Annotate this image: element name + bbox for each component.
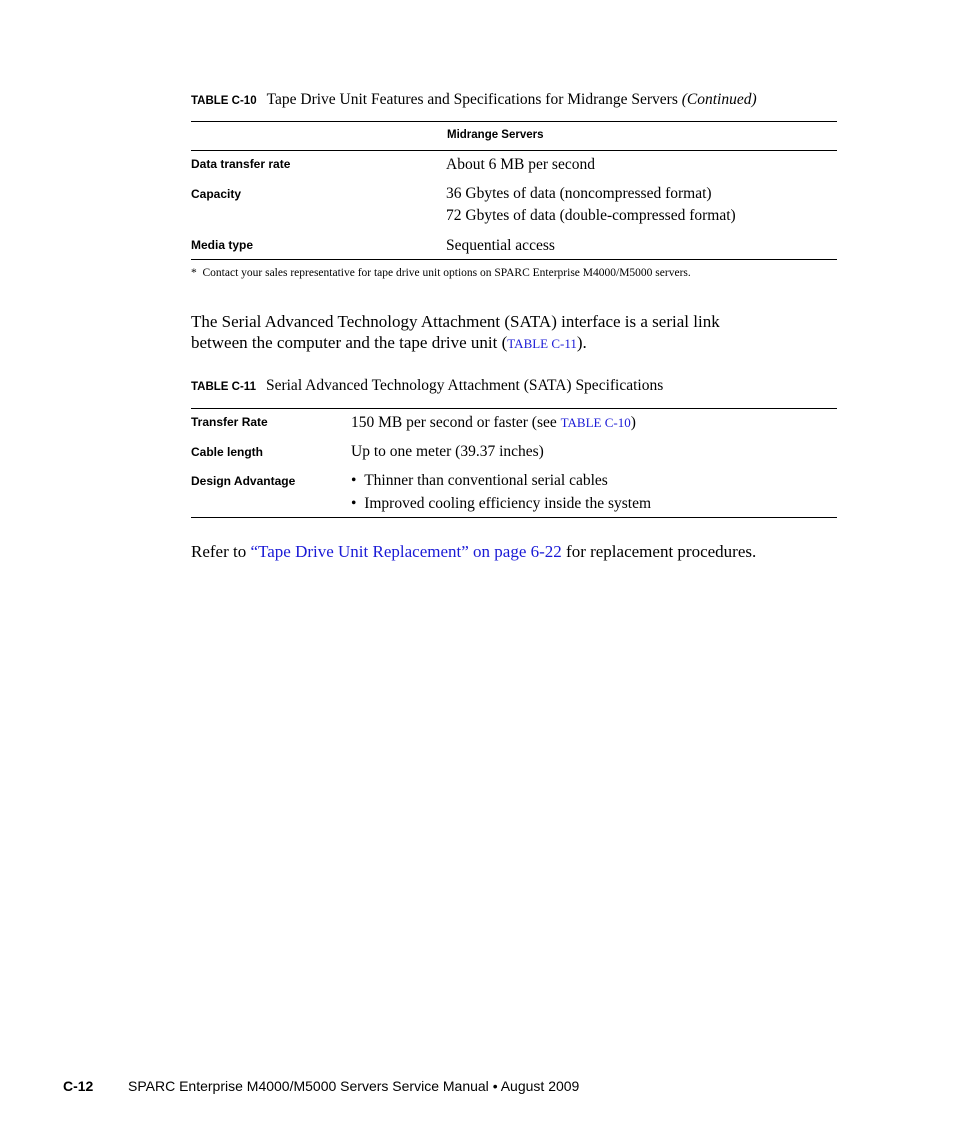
table-c10-link[interactable]: TABLE C-10 bbox=[560, 415, 631, 430]
table-c11-top-rule bbox=[191, 408, 837, 409]
intro-line-1: The Serial Advanced Technology Attachment (SATA) interface is a serial link bbox=[191, 312, 720, 331]
table-c11-label: TABLE C-11 bbox=[191, 381, 256, 393]
footnote-mark: * bbox=[191, 267, 197, 279]
intro-paragraph bbox=[191, 311, 720, 354]
footer-separator: • bbox=[492, 1078, 498, 1094]
table-c10-caption bbox=[191, 91, 757, 109]
table-c10-row-header: Capacity bbox=[191, 187, 242, 201]
table-c10-continued: (Continued) bbox=[681, 91, 757, 108]
table-c11-link[interactable]: TABLE C-11 bbox=[507, 336, 577, 351]
refer-paragraph: Refer to “Tape Drive Unit Replacement” on page 6-22 for replacement procedures. bbox=[191, 542, 757, 561]
table-c11-title: Serial Advanced Technology Attachment (SATA) Specifications bbox=[265, 377, 664, 394]
footer-text bbox=[128, 1078, 579, 1094]
table-c11-cell: Up to one meter (39.37 inches) bbox=[351, 443, 544, 460]
footer-date: August 2009 bbox=[500, 1078, 580, 1094]
bullet: • bbox=[351, 495, 357, 512]
page-number: C-12 bbox=[63, 1078, 94, 1094]
table-c10-title: Tape Drive Unit Features and Specifications for Midrange Servers bbox=[266, 91, 678, 108]
table-c10-bottom-rule bbox=[191, 259, 837, 260]
table-c10-row-header: Data transfer rate bbox=[191, 157, 291, 171]
footnote-text: Contact your sales representative for tape drive unit options on SPARC Enterprise M4000/M5000 servers. bbox=[202, 267, 691, 279]
table-c10-footnote bbox=[191, 267, 691, 279]
tape-drive-replacement-link[interactable]: “Tape Drive Unit Replacement” on page 6-22 bbox=[250, 542, 562, 561]
list-item: • Thinner than conventional serial cables bbox=[351, 472, 608, 489]
bullet: • bbox=[351, 472, 357, 489]
table-c10-cell: 72 Gbytes of data (double-compressed format) bbox=[446, 207, 736, 224]
table-c10-label: TABLE C-10 bbox=[191, 95, 257, 107]
table-c10-cell: About 6 MB per second bbox=[446, 156, 595, 173]
table-c10-header-rule bbox=[191, 150, 837, 151]
table-c10-cell: Sequential access bbox=[446, 237, 555, 254]
table-c10-row-header: Media type bbox=[191, 238, 254, 252]
table-c11-bottom-rule bbox=[191, 517, 837, 518]
table-c10-column-header: Midrange Servers bbox=[447, 129, 544, 141]
table-c11-cell: 150 MB per second or faster (see TABLE C-10) bbox=[351, 414, 636, 431]
table-c11-row-header: Cable length bbox=[191, 445, 264, 459]
table-c11-row-header: Design Advantage bbox=[191, 474, 296, 488]
intro-line-2: between the computer and the tape drive unit (TABLE C-11). bbox=[191, 333, 587, 352]
table-c11-row-header: Transfer Rate bbox=[191, 415, 268, 429]
table-c11-caption bbox=[191, 377, 663, 395]
list-item: • Improved cooling efficiency inside the system bbox=[351, 495, 652, 512]
table-c10-top-rule bbox=[191, 121, 837, 122]
table-c10-cell: 36 Gbytes of data (noncompressed format) bbox=[446, 185, 712, 202]
footer-title: SPARC Enterprise M4000/M5000 Servers Service Manual bbox=[128, 1078, 489, 1094]
